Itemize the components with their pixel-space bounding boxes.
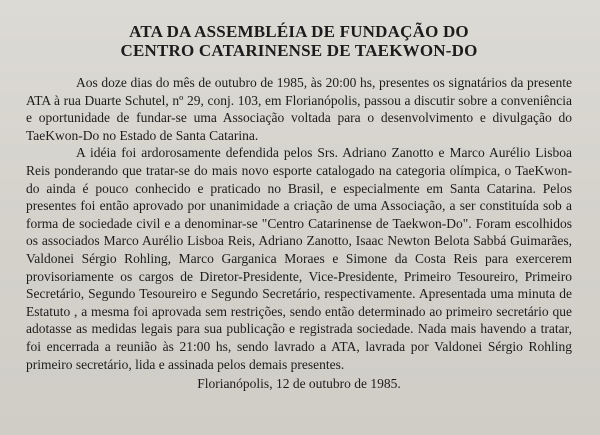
- title-line-2: CENTRO CATARINENSE DE TAEKWON-DO: [120, 41, 478, 60]
- paragraph-2: A idéia foi ardorosamente defendida pelos Srs. Adriano Zanotto e Marco Aurélio Lisboa Reis ponderando que tratar-se do mais novo esporte catalogado na categoria olímpica, o TaeKwon-do ainda é pouco conhecido e praticado no Brasil, e especialmente em Santa Catarina. Pelos presentes foi então aprovado por unanimidade a criação de uma Associação, a ser constituída sob a forma de sociedade civil e a denominar-se "Centro Catarinense de Taekwon-Do". Foram escolhidos os associados Marco Aurélio Lisboa Reis, Adriano Zanotto, Isaac Newton Belota Sabbá Guimarães, Valdonei Sérgio Rohling, Marco Garganica Moraes e Simone da Costa Reis para exercerem provisoriamente os cargos de Diretor-Presidente, Vice-Presidente, Primeiro Tesoureiro, Primeiro Secretário, Segundo Tesoureiro e Segundo Secretário, respectivamente. Apresentada uma minuta de Estatuto , a mesma foi aprovada sem restrições, sendo então determinado ao primeiro secretário que adotasse as medidas legais para sua publicação e registrada sociedade. Nada mais havendo a tratar, foi encerrada a reunião às 21:00 hs, sendo lavrado a ATA, lavrada por Valdonei Sérgio Rohling primeiro secretário, lida e assinada pelos demais presentes.: [26, 145, 572, 372]
- document-title: [26, 22, 572, 60]
- document-body: [26, 74, 572, 373]
- closing-date-line: Florianópolis, 12 de outubro de 1985.: [197, 376, 401, 392]
- paragraph-1: Aos doze dias do mês de outubro de 1985, às 20:00 hs, presentes os signatários da presente ATA à rua Duarte Schutel, nº 29, conj. 103, em Florianópolis, passou a discutir sobre a conveniência e oportunidade de fundar-se uma Associação voltada para o desenvolvimento e divulgação do TaeKwon-Do no Estado de Santa Catarina.: [26, 75, 572, 143]
- title-line-1: ATA DA ASSEMBLÉIA DE FUNDAÇÃO DO: [129, 22, 469, 41]
